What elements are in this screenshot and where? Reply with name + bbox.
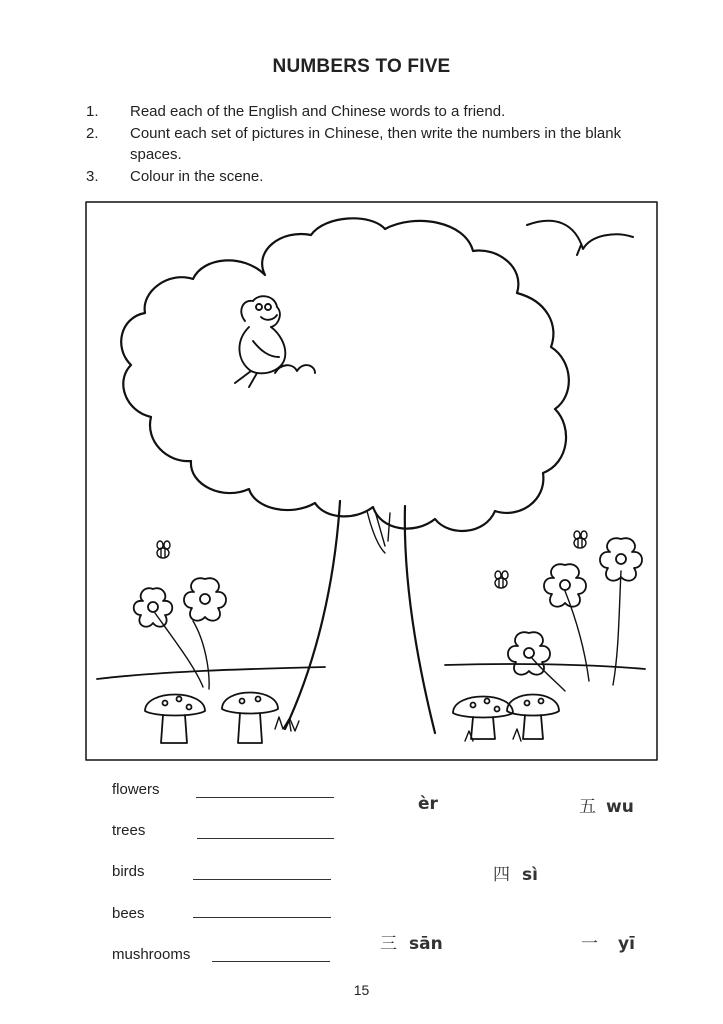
answer-blank-trees[interactable] bbox=[197, 838, 334, 839]
instruction-number: 2. bbox=[86, 125, 99, 142]
mushroom-4 bbox=[507, 695, 559, 740]
bee-3 bbox=[574, 531, 587, 548]
mushroom-1 bbox=[145, 695, 205, 744]
tree-canopy bbox=[121, 218, 569, 531]
page-title: NUMBERS TO FIVE bbox=[272, 56, 451, 77]
answer-blank-mushrooms[interactable] bbox=[212, 961, 330, 962]
vocab-bees: bees bbox=[112, 905, 145, 922]
hanzi: 四 bbox=[493, 865, 510, 885]
instruction-text: Colour in the scene. bbox=[130, 168, 264, 185]
seagull bbox=[527, 221, 633, 255]
tree-trunk bbox=[285, 501, 435, 733]
pinyin: sān bbox=[409, 934, 443, 954]
chinese-number-wu bbox=[579, 792, 634, 817]
bee-2 bbox=[495, 571, 508, 588]
pinyin: sì bbox=[522, 865, 538, 885]
hanzi: 五 bbox=[579, 797, 596, 817]
instruction-number: 1. bbox=[86, 103, 99, 120]
scene-frame bbox=[86, 202, 657, 760]
grass bbox=[275, 717, 521, 741]
bird bbox=[235, 296, 315, 387]
chinese-number-yi bbox=[581, 929, 635, 954]
answer-blank-birds[interactable] bbox=[193, 879, 331, 880]
instruction-text: Read each of the English and Chinese words to a friend. bbox=[130, 103, 506, 120]
chinese-number-san bbox=[380, 929, 443, 954]
pinyin: yī bbox=[618, 934, 635, 954]
bee-1 bbox=[157, 541, 170, 558]
page-number: 15 bbox=[353, 982, 370, 998]
chinese-number-si bbox=[493, 860, 538, 885]
instruction-number: 3. bbox=[86, 168, 99, 185]
hanzi: 一 bbox=[581, 934, 598, 954]
ground-line bbox=[97, 664, 645, 679]
hanzi: 三 bbox=[380, 934, 397, 954]
mushroom-2 bbox=[222, 693, 278, 744]
vocab-mushrooms: mushrooms bbox=[112, 946, 191, 963]
chinese-number-er bbox=[418, 794, 438, 814]
coloring-scene-illustration bbox=[85, 201, 658, 761]
instruction-text: Count each set of pictures in Chinese, then write the numbers in the blank spaces. bbox=[130, 125, 622, 163]
answer-blank-flowers[interactable] bbox=[196, 797, 334, 798]
vocab-flowers: flowers bbox=[112, 781, 160, 798]
vocab-trees: trees bbox=[112, 822, 146, 839]
mushroom-3 bbox=[453, 697, 513, 740]
vocab-birds: birds bbox=[112, 863, 145, 880]
tree bbox=[121, 218, 569, 733]
pinyin: wu bbox=[606, 797, 634, 817]
pinyin: èr bbox=[418, 794, 438, 814]
answer-blank-bees[interactable] bbox=[193, 917, 331, 918]
